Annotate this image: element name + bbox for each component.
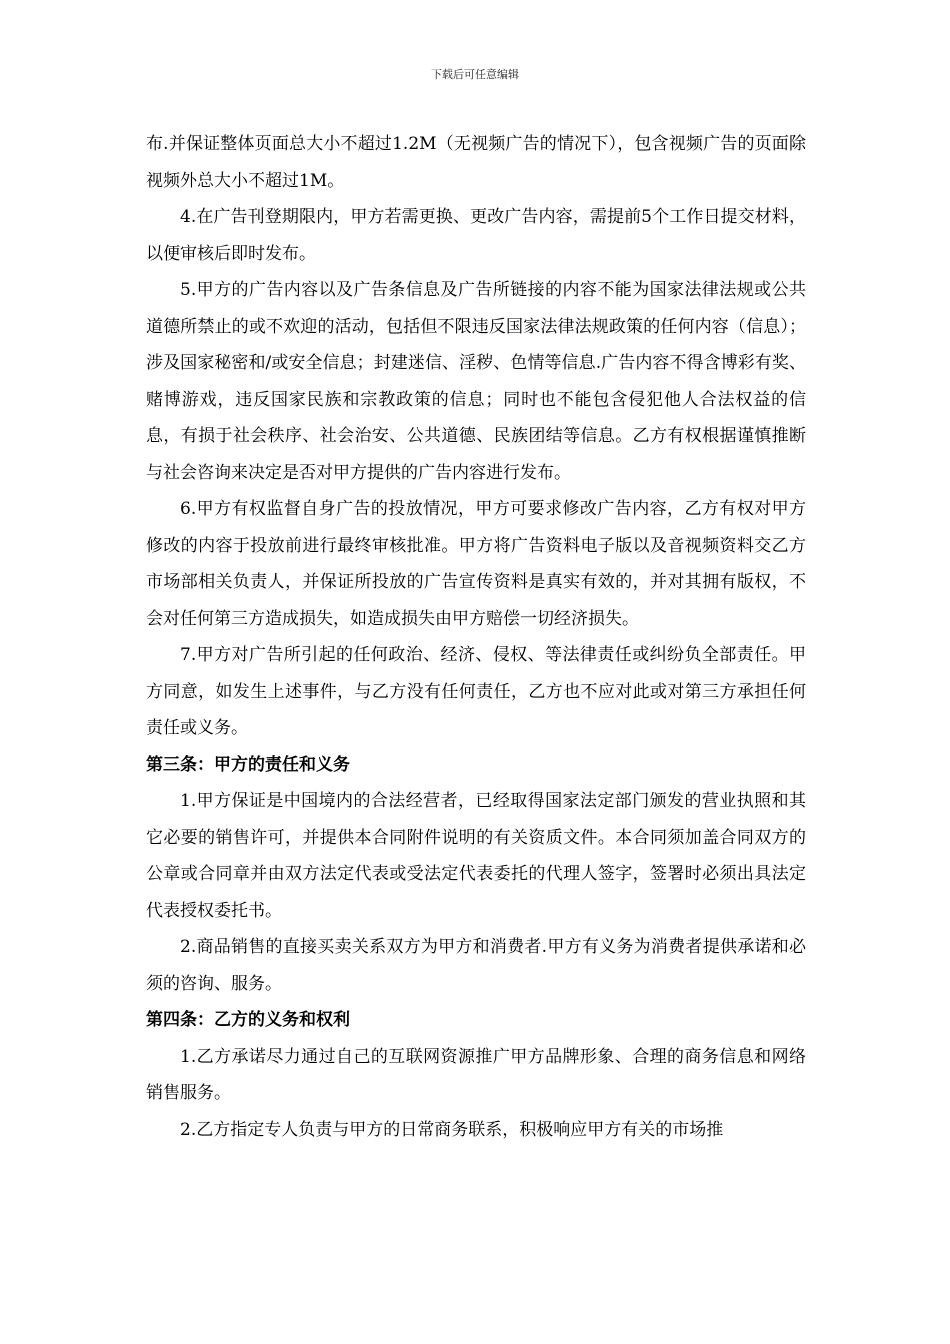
- article-4-clause-2: 2.乙方指定专人负责与甲方的日常商务联系，积极响应甲方有关的市场推: [180, 1119, 724, 1140]
- article-3-clause-1: 1.甲方保证是中国境内的合法经营者，已经取得国家法定部门颁发的营业执照和其它必要的销售许可，并提供本合同附件说明的有关资质文件。本合同须加盖合同双方的公章或合同章并由双方法定代表或受法定代表委托的代理人签字，签署时必须出具法定代表授权委托书。: [146, 791, 806, 921]
- article-3-clause-2: 2.商品销售的直接买卖关系双方为甲方和消费者.甲方有义务为消费者提供承诺和必须的咨询、服务。: [146, 937, 806, 994]
- clause-6: 6.甲方有权监督自身广告的投放情况，甲方可要求修改广告内容，乙方有权对甲方修改的内容于投放前进行最终审核批准。甲方将广告资料电子版以及音视频资料交乙方市场部相关负责人，并保证所投放的广告宣传资料是真实有效的，并对其拥有版权，不会对任何第三方造成损失，如造成损失由甲方赔偿一切经济损失。: [146, 499, 806, 629]
- document-body: [146, 126, 806, 1148]
- clause-4: 4.在广告刊登期限内，甲方若需更换、更改广告内容，需提前5个工作日提交材料，以便审核后即时发布。: [146, 207, 806, 264]
- page-header: 下载后可任意编辑: [431, 68, 519, 81]
- clause-7: 7.甲方对广告所引起的任何政治、经济、侵权、等法律责任或纠纷负全部责任。甲方同意，如发生上述事件，与乙方没有任何责任，乙方也不应对此或对第三方承担任何责任或义务。: [146, 645, 806, 738]
- article-3-heading: 第三条：甲方的责任和义务: [146, 754, 350, 775]
- paragraph-continuation: 布.并保证整体页面总大小不超过1.2M（无视频广告的情况下），包含视频广告的页面除视频外总大小不超过1M。: [146, 134, 806, 191]
- article-4-heading: 第四条：乙方的义务和权利: [146, 1010, 350, 1030]
- clause-5: 5.甲方的广告内容以及广告条信息及广告所链接的内容不能为国家法律法规或公共道德所禁止的或不欢迎的活动，包括但不限违反国家法律法规政策的任何内容（信息）；涉及国家秘密和/或安全信息；封建迷信、淫秽、色情等信息.广告内容不得含博彩有奖、赌博游戏，违反国家民族和宗教政策的信息；同时也不能包含侵犯他人合法权益的信息，有损于社会秩序、社会治安、公共道德、民族团结等信息。乙方有权根据谨慎推断与社会咨询来决定是否对甲方提供的广告内容进行发布。: [146, 280, 806, 483]
- article-4-clause-1: 1.乙方承诺尽力通过自己的互联网资源推广甲方品牌形象、合理的商务信息和网络销售服务。: [146, 1046, 806, 1103]
